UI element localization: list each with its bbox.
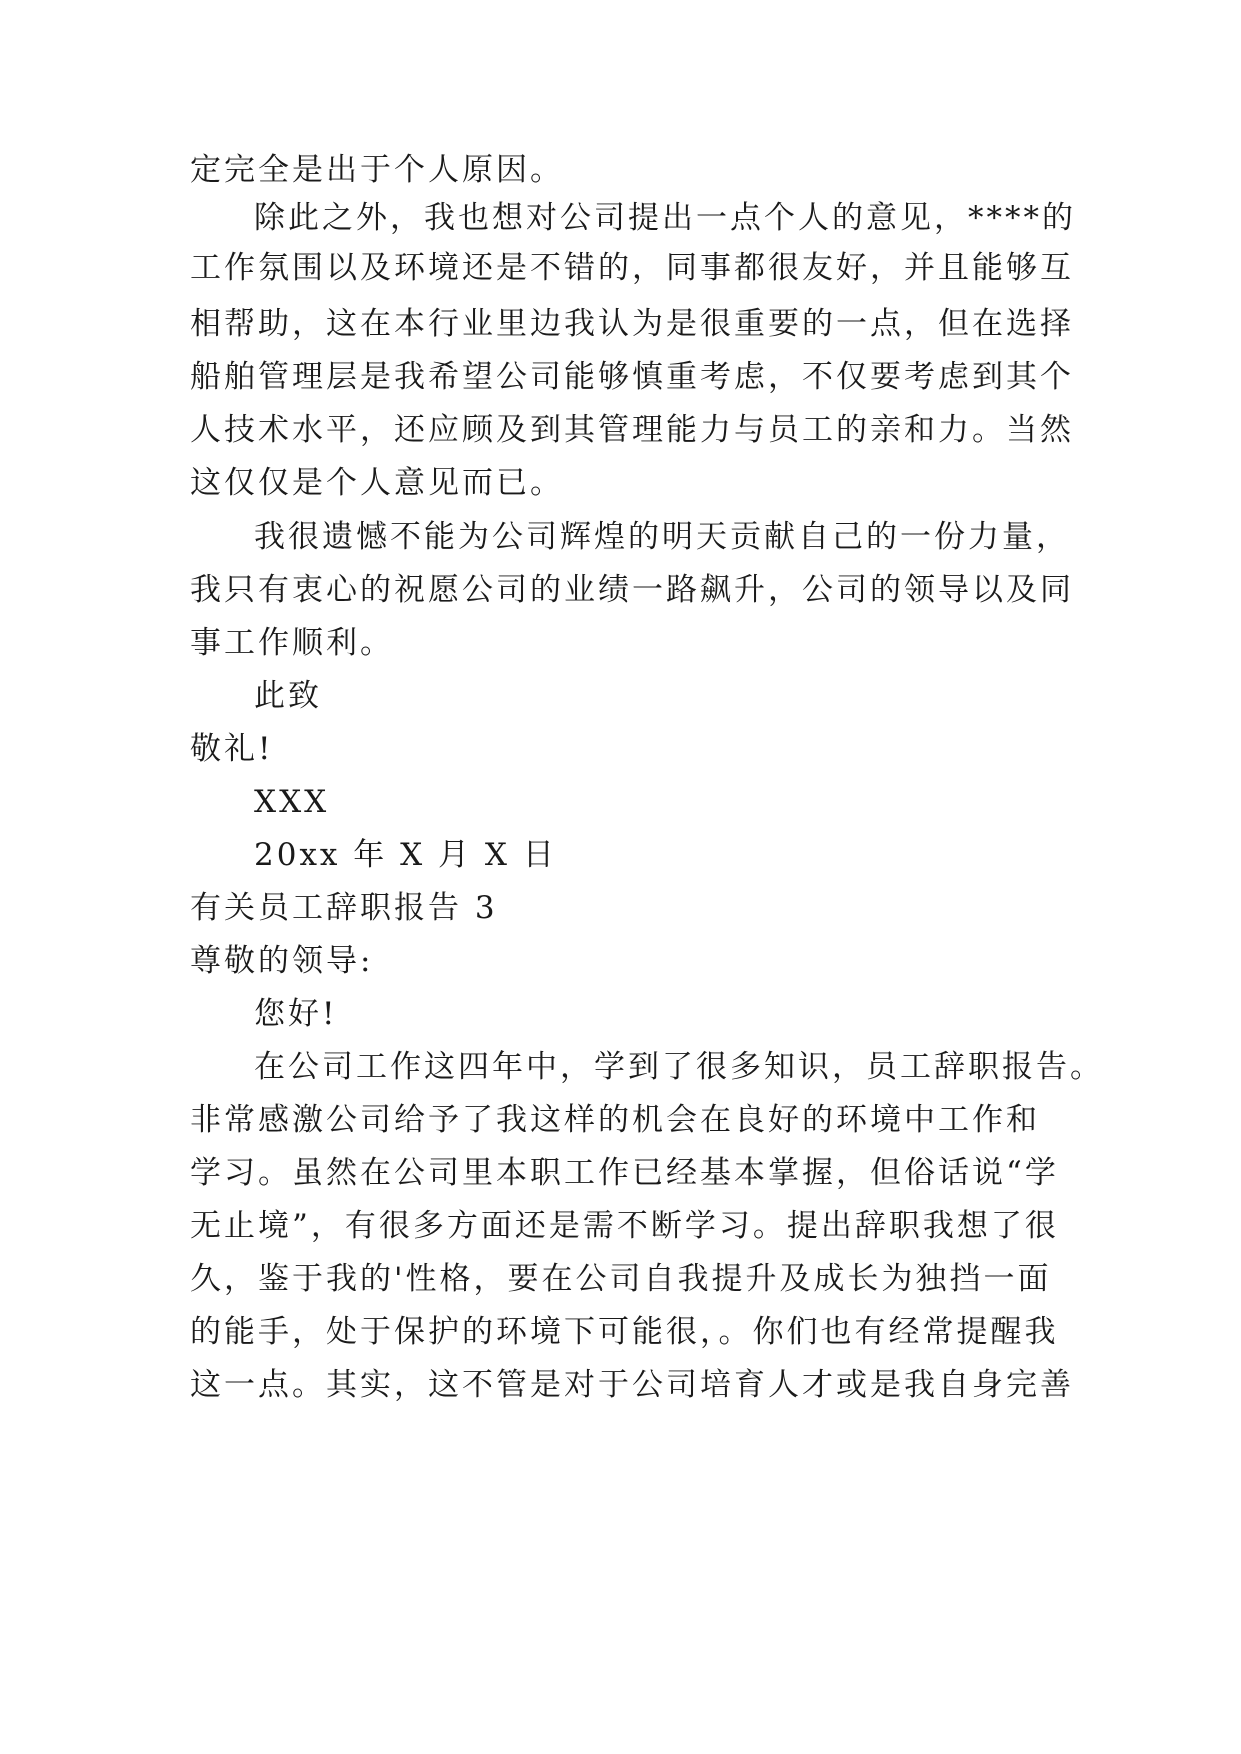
signature-name: XXX [254, 784, 330, 820]
text-line: 我只有衷心的祝愿公司的业绩一路飙升，公司的领导以及同 [190, 572, 1074, 608]
closing-regards: 敬礼! [190, 731, 274, 767]
paragraph-start: 我很遗憾不能为公司辉煌的明天贡献自己的一份力量， [254, 519, 1070, 555]
closing-salutation: 此致 [254, 678, 322, 714]
greeting: 尊敬的领导: [190, 943, 374, 979]
paragraph-start: 在公司工作这四年中，学到了很多知识，员工辞职报告。 [254, 1049, 1104, 1085]
text-line: 的能手，处于保护的环境下可能很，。你们也有经常提醒我 [190, 1314, 1059, 1350]
text-line: 这一点。其实，这不管是对于公司培育人才或是我自身完善 [190, 1367, 1074, 1403]
text-line: 人技术水平，还应顾及到其管理能力与员工的亲和力。当然 [190, 412, 1074, 448]
signature-date: 20xx 年 X 月 X 日 [254, 837, 557, 873]
text-line: 无止境”，有很多方面还是需不断学习。提出辞职我想了很 [190, 1208, 1059, 1244]
greeting-line: 您好! [254, 996, 338, 1032]
text-line: 船舶管理层是我希望公司能够慎重考虑，不仅要考虑到其个 [190, 359, 1074, 395]
text-line: 久，鉴于我的'性格，要在公司自我提升及成长为独挡一面 [190, 1261, 1052, 1297]
text-line: 定完全是出于个人原因。 [190, 152, 564, 188]
text-line: 工作氛围以及环境还是不错的，同事都很友好，并且能够互 [190, 250, 1074, 286]
text-line: 这仅仅是个人意见而已。 [190, 465, 564, 501]
paragraph-start: 除此之外，我也想对公司提出一点个人的意见，****的 [254, 200, 1076, 236]
text-line: 事工作顺利。 [190, 625, 394, 661]
text-line: 相帮助，这在本行业里边我认为是很重要的一点，但在选择 [190, 306, 1074, 342]
section-title: 有关员工辞职报告 3 [190, 890, 498, 926]
text-line: 学习。虽然在公司里本职工作已经基本掌握，但俗话说“学 [190, 1155, 1059, 1191]
text-line: 非常感激公司给予了我这样的机会在良好的环境中工作和 [190, 1102, 1040, 1138]
